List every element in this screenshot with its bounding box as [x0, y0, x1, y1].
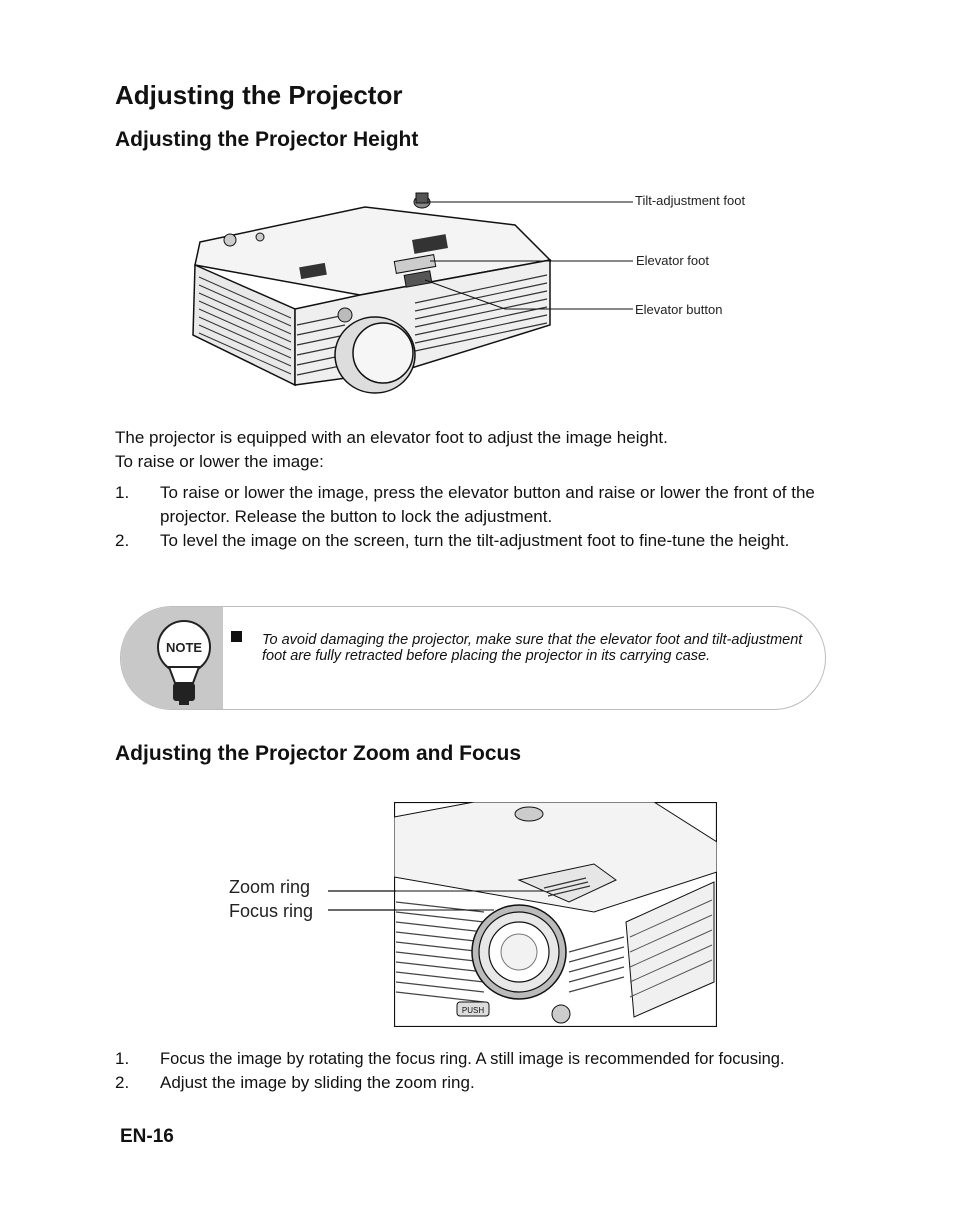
projector-height-illustration — [185, 185, 635, 395]
section-heading-height: Adjusting the Projector Height — [115, 128, 419, 151]
zoom-focus-illustration — [394, 802, 717, 1027]
list-item-number: 1. — [115, 483, 130, 502]
note-box — [120, 606, 826, 710]
list-item — [115, 481, 840, 529]
list-item — [115, 529, 840, 553]
page-number: EN-16 — [120, 1126, 174, 1147]
note-text: To avoid damaging the projector, make sure that the elevator foot and tilt-adjustment foot are fully retracted before placing the projector in its carrying case. — [262, 632, 803, 664]
list-item-text: To raise or lower the image, press the elevator button and raise or lower the front of the projector. Release the button to lock the adjustment. — [160, 483, 815, 526]
list-item-text: Adjust the image by sliding the zoom ring. — [160, 1073, 475, 1092]
intro-line-1: The projector is equipped with an elevator foot to adjust the image height. — [115, 428, 668, 447]
list-item — [115, 1047, 840, 1071]
section-heading-zoom-focus: Adjusting the Projector Zoom and Focus — [115, 742, 522, 765]
note-icon-label: NOTE — [165, 640, 203, 655]
push-button-label: PUSH — [461, 1006, 485, 1015]
intro-line-2: To raise or lower the image: — [115, 452, 324, 471]
callout-zoom-ring: Zoom ring — [229, 877, 311, 897]
zoom-focus-callout-lines — [328, 886, 396, 914]
callout-focus-ring: Focus ring — [229, 901, 314, 921]
zoom-focus-steps-list — [115, 1047, 840, 1095]
note-icon-panel — [121, 607, 223, 709]
list-item-number: 2. — [115, 1073, 130, 1092]
callout-elevator-foot: Elevator foot — [636, 253, 709, 268]
list-item-text: To level the image on the screen, turn the tilt-adjustment foot to fine-tune the height. — [160, 531, 790, 550]
callout-elevator-button: Elevator button — [635, 302, 723, 317]
lightbulb-note-icon — [121, 607, 223, 709]
list-item-number: 2. — [115, 531, 130, 550]
callout-tilt-adjustment-foot: Tilt-adjustment foot — [635, 193, 746, 208]
list-item-number: 1. — [115, 1049, 130, 1068]
bullet-icon — [231, 631, 242, 642]
page-title: Adjusting the Projector — [115, 80, 403, 110]
height-steps-list — [115, 481, 840, 553]
list-item-text: Focus the image by rotating the focus ring. A still image is recommended for focusing. — [160, 1050, 785, 1068]
list-item — [115, 1071, 840, 1095]
